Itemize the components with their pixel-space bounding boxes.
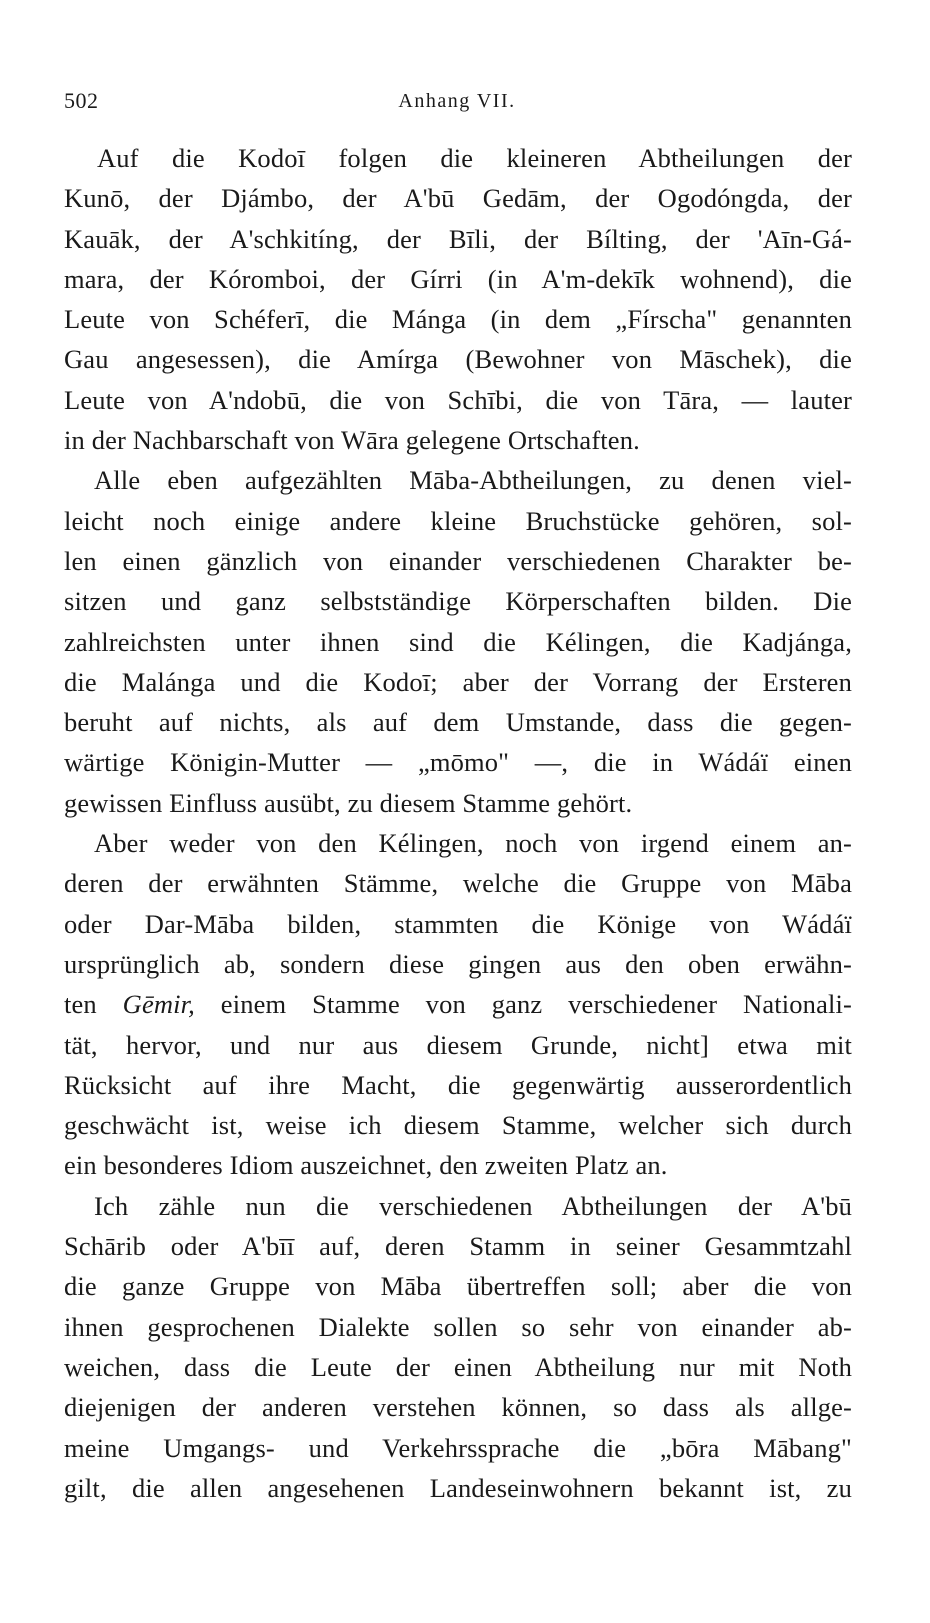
text-line: wärtige Königin-Mutter — „mōmo" —, die in Wádáï einen <box>64 747 852 778</box>
text-line: gilt, die allen angesehenen Landeseinwohnern bekannt ist, zu <box>64 1472 852 1503</box>
text-line: ein besonderes Idiom auszeichnet, den zweiten Platz an. <box>64 1150 668 1181</box>
text-line: sitzen und ganz selbstständige Körperschaften bilden. Die <box>64 586 852 617</box>
text-line: Ich zähle nun die verschiedenen Abtheilungen der A'bū <box>94 1190 852 1221</box>
text-line: meine Umgangs- und Verkehrssprache die „bōra Mābang" <box>64 1432 852 1463</box>
text-line: len einen gänzlich von einander verschiedenen Charakter be- <box>64 545 852 576</box>
text-line: oder Dar-Māba bilden, stammten die Könige von Wádáï <box>64 908 852 939</box>
line-segment: einem Stamme von ganz verschiedener Nationali- <box>194 989 852 1020</box>
running-head <box>64 88 850 118</box>
paragraph-1 <box>64 138 852 460</box>
text-line: ursprünglich ab, sondern diese gingen aus den oben erwähn- <box>64 948 852 979</box>
text-line: weichen, dass die Leute der einen Abtheilung nur mit Noth <box>64 1351 852 1382</box>
text-line: diejenigen der anderen verstehen können, so dass als allge- <box>64 1392 852 1423</box>
text-line: beruht auf nichts, als auf dem Umstande, dass die gegen- <box>64 707 852 738</box>
text-line: deren der erwähnten Stämme, welche die Gruppe von Māba <box>64 868 852 899</box>
text-line: zahlreichsten unter ihnen sind die Kélingen, die Kadjánga, <box>64 626 852 657</box>
text-line: Alle eben aufgezählten Māba-Abtheilungen, zu denen viel- <box>94 465 852 496</box>
text-line: die ganze Gruppe von Māba übertreffen soll; aber die von <box>64 1271 852 1302</box>
text-line: in der Nachbarschaft von Wāra gelegene Ortschaften. <box>64 425 640 456</box>
paragraph-3 <box>64 823 852 1186</box>
text-line: Kauāk, der A'schkitíng, der Bīli, der Bílting, der 'Aīn-Gá- <box>64 223 852 254</box>
text-line: Kunō, der Djámbo, der A'bū Gedām, der Ogodóngda, der <box>64 183 852 214</box>
text-line: die Malánga und die Kodoī; aber der Vorrang der Ersteren <box>64 666 852 697</box>
text-line: Schārib oder A'bīī auf, deren Stamm in seiner Gesammtzahl <box>64 1231 852 1262</box>
body-text <box>64 138 852 1508</box>
text-line: Gau angesessen), die Amírga (Bewohner von Māschek), die <box>64 344 852 375</box>
text-line: Leute von A'ndobū, die von Schībi, die von Tāra, — lauter <box>64 384 852 415</box>
text-line: Rücksicht auf ihre Macht, die gegenwärtig ausserordentlich <box>64 1069 852 1100</box>
paragraph-4 <box>64 1186 852 1508</box>
text-line: mara, der Kóromboi, der Gírri (in A'm-dekīk wohnend), die <box>64 263 852 294</box>
italic-term: Gēmir, <box>122 989 195 1020</box>
text-line: Auf die Kodoī folgen die kleineren Abtheilungen der <box>97 143 852 173</box>
text-line: Leute von Schéferī, die Mánga (in dem „Fírscha" genannten <box>64 304 852 335</box>
text-line-with-italic <box>64 984 852 1024</box>
page-number: 502 <box>64 88 99 113</box>
text-line: Aber weder von den Kélingen, noch von irgend einem an- <box>94 828 852 859</box>
text-line: geschwächt ist, weise ich diesem Stamme, welcher sich durch <box>64 1110 852 1141</box>
text-line: tät, hervor, und nur aus diesem Grunde, nicht] etwa mit <box>64 1029 852 1060</box>
running-title: Anhang VII. <box>398 90 516 112</box>
text-line: leicht noch einige andere kleine Bruchstücke gehören, sol- <box>64 505 852 536</box>
text-line: gewissen Einfluss ausübt, zu diesem Stamme gehört. <box>64 787 633 818</box>
line-segment: ten <box>64 989 123 1020</box>
paragraph-2 <box>64 460 852 823</box>
text-line: ihnen gesprochenen Dialekte sollen so sehr von einander ab- <box>64 1311 852 1342</box>
